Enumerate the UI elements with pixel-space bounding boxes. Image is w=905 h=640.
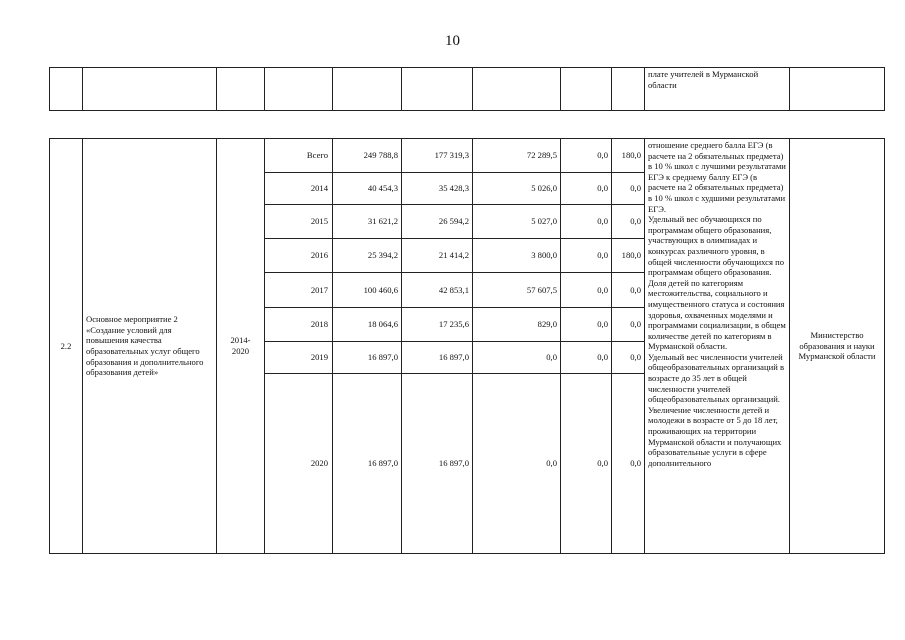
- period-text: 2014- 2020: [230, 335, 251, 356]
- c2-cell: 5 027,0: [473, 205, 561, 239]
- cell-total: [333, 68, 402, 111]
- c1-cell: 177 319,3: [402, 139, 473, 173]
- c1-cell: 26 594,2: [402, 205, 473, 239]
- c3-cell: 0,0: [561, 342, 612, 374]
- c4-cell: 0,0: [612, 205, 645, 239]
- cell-number: [50, 68, 83, 111]
- c2-cell: 3 800,0: [473, 239, 561, 273]
- c1-cell: 21 414,2: [402, 239, 473, 273]
- total-cell: 100 460,6: [333, 273, 402, 308]
- year-cell: 2018: [265, 308, 333, 342]
- c4-cell: 0,0: [612, 308, 645, 342]
- c3-cell: 0,0: [561, 308, 612, 342]
- year-cell: 2014: [265, 173, 333, 205]
- total-cell: 16 897,0: [333, 374, 402, 554]
- c1-cell: 35 428,3: [402, 173, 473, 205]
- continuation-row: [50, 68, 885, 111]
- measure-period: [217, 139, 265, 554]
- measure-name: Основное мероприятие 2 «Создание условий для повышения качества образовательных услуг общего образования и дополнительного образования детей»: [83, 139, 217, 554]
- year-cell: 2016: [265, 239, 333, 273]
- c2-cell: 72 289,5: [473, 139, 561, 173]
- table-gap: [50, 111, 885, 139]
- cell-c3: [561, 68, 612, 111]
- year-cell: 2020: [265, 374, 333, 554]
- c4-cell: 0,0: [612, 374, 645, 554]
- c2-cell: 0,0: [473, 342, 561, 374]
- cell-year: [265, 68, 333, 111]
- c4-cell: 0,0: [612, 173, 645, 205]
- c2-cell: 5 026,0: [473, 173, 561, 205]
- c4-cell: 0,0: [612, 342, 645, 374]
- c1-cell: 16 897,0: [402, 342, 473, 374]
- total-cell: 25 394,2: [333, 239, 402, 273]
- cell-c2: [473, 68, 561, 111]
- c2-cell: 0,0: [473, 374, 561, 554]
- c3-cell: 0,0: [561, 205, 612, 239]
- measure-indicators: [645, 139, 790, 554]
- c2-cell: 57 607,5: [473, 273, 561, 308]
- c4-cell: 180,0: [612, 239, 645, 273]
- total-cell: 40 454,3: [333, 173, 402, 205]
- c1-cell: 42 853,1: [402, 273, 473, 308]
- cell-period: [217, 68, 265, 111]
- total-cell: 18 064,6: [333, 308, 402, 342]
- gap-cell: [50, 111, 885, 139]
- year-cell: Всего: [265, 139, 333, 173]
- page-number: 10: [445, 33, 460, 49]
- total-cell: 31 621,2: [333, 205, 402, 239]
- c4-cell: 0,0: [612, 273, 645, 308]
- c4-cell: 180,0: [612, 139, 645, 173]
- c2-cell: 829,0: [473, 308, 561, 342]
- year-cell: 2019: [265, 342, 333, 374]
- measure-row-0: [50, 139, 885, 173]
- cell-executor: [790, 68, 885, 111]
- c3-cell: 0,0: [561, 173, 612, 205]
- indicator-cell-continued: плате учителей в Мурманской области: [645, 68, 790, 111]
- measure-number: 2.2: [50, 139, 83, 554]
- c1-cell: 16 897,0: [402, 374, 473, 554]
- program-activities-table: [49, 67, 885, 554]
- cell-name: [83, 68, 217, 111]
- c1-cell: 17 235,6: [402, 308, 473, 342]
- indicators-text: отношение среднего балла ЕГЭ (в расчете на 2 обязательных предмета) в 10 % школ с лучшими результатами ЕГЭ к среднему баллу ЕГЭ (в расчете на 2 обязательных предмета) в 10 % школ с худшими результатами ЕГЭ. Удельный вес обучающихся по программам общего образования, участвующих в олимпиадах и конкурсах различного уровня, в общей численности обучающихся по программам общего образования. Доля детей по категориям местожительства, социального и имущественного статуса и состояния здоровья, охваченных моделями и программами социализации, в общем количестве детей по категориям в Мурманской области. Удельный вес численности учителей общеобразовательных организаций в возрасте до 35 лет в общей численности учителей общеобразовательных организаций. Увеличение численности детей и молодежи в возрасте от 5 до 18 лет, проживающих на территории Мурманской области и получающих образовательные услуги в сфере дополнительного: [648, 140, 786, 468]
- total-cell: 249 788,8: [333, 139, 402, 173]
- cell-c1: [402, 68, 473, 111]
- total-cell: 16 897,0: [333, 342, 402, 374]
- year-cell: 2015: [265, 205, 333, 239]
- cell-c4: [612, 68, 645, 111]
- c3-cell: 0,0: [561, 139, 612, 173]
- measure-executor: Министерство образования и науки Мурманской области: [790, 139, 885, 554]
- year-cell: 2017: [265, 273, 333, 308]
- c3-cell: 0,0: [561, 374, 612, 554]
- c3-cell: 0,0: [561, 239, 612, 273]
- c3-cell: 0,0: [561, 273, 612, 308]
